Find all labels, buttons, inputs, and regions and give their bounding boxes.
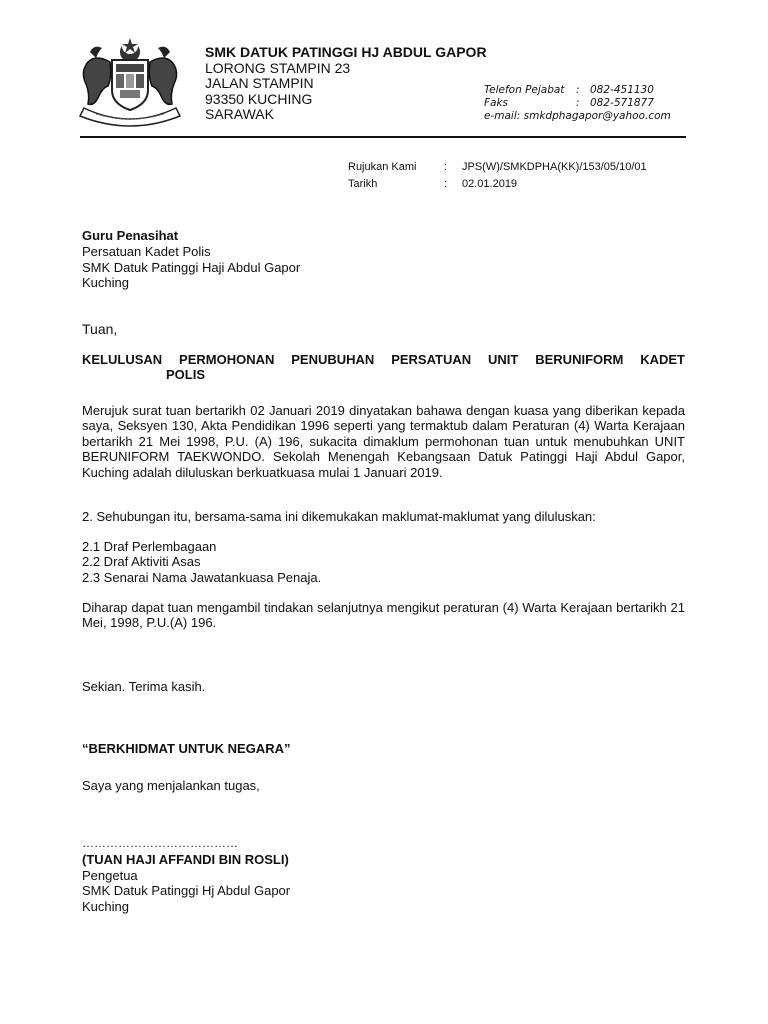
contact-email [484,110,671,123]
body-paragraph-2: 2. Sehubungan itu, bersama-sama ini dikemukakan maklumat-maklumat yang diluluskan: [82,509,596,524]
signature-dots: ………………………………… [82,836,238,850]
contact-label: e-mail: [484,110,521,122]
reference-value: JPS(W)/SMKDPHA(KK)/153/05/10/01 [462,161,647,173]
reference-row [348,159,647,175]
date-label: Tarikh [348,178,378,190]
contact-label: Faks [484,97,509,109]
attachment-item: 2.1 Draf Perlembagaan [82,539,217,554]
signatory-school: SMK Datuk Patinggi Hj Abdul Gapor [82,883,291,898]
contact-label: Telefon Pejabat [484,84,565,96]
recipient-line: Kuching [82,275,129,290]
date-value: 02.01.2019 [462,178,518,190]
salutation: Tuan, [82,321,118,337]
date-sep: : [444,178,448,190]
contact-sep: : [576,84,580,96]
motto: “BERKHIDMAT UNTUK NEGARA” [82,741,291,756]
recipient-line: SMK Datuk Patinggi Haji Abdul Gapor [82,260,301,275]
contact-value: smkdphagapor@yahoo.com [523,110,671,122]
recipient-line: Persatuan Kadet Polis [82,244,211,259]
duty-line: Saya yang menjalankan tugas, [82,778,260,793]
signatory-town: Kuching [82,899,129,914]
signatory-position: Pengetua [82,868,138,883]
attachment-item: 2.3 Senarai Nama Jawatankuasa Penaja. [82,570,322,585]
address-line: 93350 KUCHING [205,91,313,107]
body-paragraph-1: Merujuk surat tuan bertarikh 02 Januari 2019 dinyatakan bahawa dengan kuasa yang diberikan kepada saya, Seksyen 130, Akta Pendidikan 1996 seperti yang termaktub dalam Peraturan (4) Warta Kerajaan bertarikh 21 Mei 1998, P.U. (A) 196, sukacita dimaklum permohonan tuan untuk menubuhkan UNIT BERUNIFORM TAEKWONDO. Sekolah Menengah Kebangsaan Datuk Patinggi Haji Abdul Gapor, Kuching adalah diluluskan berkuatkuasa mulai 1 Januari 2019. [82,403,685,480]
attachment-item: 2.2 Draf Aktiviti Asas [82,554,201,569]
closing-line: Sekian. Terima kasih. [82,679,206,694]
contact-phone [484,84,654,97]
address-line: SARAWAK [205,106,274,122]
malaysia-coat-of-arms-logo [76,36,184,128]
school-name: SMK DATUK PATINGGI HJ ABDUL GAPOR [205,44,487,60]
reference-label: Rujukan Kami [348,161,417,173]
address-line: LORONG STAMPIN 23 [205,60,351,76]
subject-line: POLIS [166,367,206,383]
header-divider [80,136,686,138]
signatory-name: (TUAN HAJI AFFANDI BIN ROSLI) [82,852,289,867]
contact-value: 082-451130 [590,84,654,96]
subject-line: KELULUSAN PERMOHONAN PENUBUHAN PERSATUAN UNIT BERUNIFORM KADET [82,352,685,367]
contact-sep: : [576,97,580,109]
letter-subject [82,352,685,383]
contact-fax [484,97,654,110]
address-line: JALAN STAMPIN [205,75,314,91]
reference-sep: : [444,161,448,173]
contact-value: 082-571877 [590,97,654,109]
date-row [348,176,517,192]
recipient-title: Guru Penasihat [82,228,179,243]
body-paragraph-3: Diharap dapat tuan mengambil tindakan selanjutnya mengikut peraturan (4) Warta Kerajaan bertarikh 21 Mei, 1998, P.U.(A) 196. [82,600,685,631]
